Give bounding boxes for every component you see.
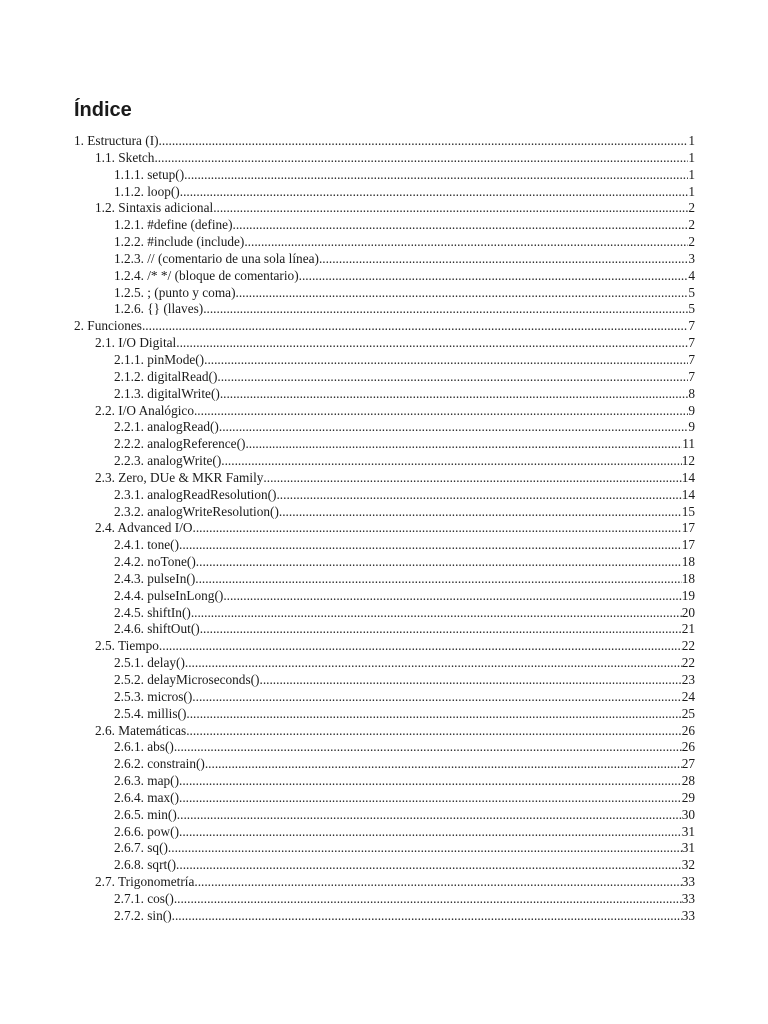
toc-entry-label: 1.1.1. setup() <box>114 166 185 182</box>
dot-leader <box>205 756 682 773</box>
dot-leader <box>179 790 682 807</box>
toc-entry-label: 2.4.3. pulseIn() <box>114 570 196 586</box>
toc-entry-label: 2.4.1. tone() <box>114 537 179 553</box>
toc-entry-level-3[interactable] <box>74 824 695 841</box>
toc-entry-level-2[interactable] <box>74 520 695 537</box>
toc-entry-page-number: 32 <box>681 857 695 873</box>
toc-entry-level-3[interactable] <box>74 773 695 790</box>
dot-leader <box>142 318 688 335</box>
toc-entry-level-3[interactable] <box>74 739 695 756</box>
dot-leader <box>233 217 689 234</box>
toc-entry-page-number: 3 <box>688 250 695 266</box>
toc-entry-level-3[interactable] <box>74 537 695 554</box>
toc-entry-level-3[interactable] <box>74 655 695 672</box>
toc-entry-label: 2.5.3. micros() <box>114 688 193 704</box>
toc-entry-label: 1.2.5. ; (punto y coma) <box>114 284 236 300</box>
toc-entry-level-3[interactable] <box>74 301 695 318</box>
toc-entry-page-number: 7 <box>688 351 695 367</box>
toc-entry-level-1[interactable] <box>74 318 695 335</box>
toc-entry-level-3[interactable] <box>74 268 695 285</box>
toc-entry-level-3[interactable] <box>74 605 695 622</box>
toc-entry-page-number: 5 <box>688 301 695 317</box>
dot-leader <box>174 739 682 756</box>
dot-leader <box>263 470 681 487</box>
dot-leader <box>194 403 688 420</box>
dot-leader <box>186 723 682 740</box>
toc-entry-level-1[interactable] <box>74 133 695 150</box>
toc-entry-label: 2.6.6. pow() <box>114 823 179 839</box>
toc-entry-level-2[interactable] <box>74 335 695 352</box>
toc-entry-level-3[interactable] <box>74 386 695 403</box>
dot-leader <box>319 251 688 268</box>
toc-entry-level-3[interactable] <box>74 554 695 571</box>
toc-entry-level-3[interactable] <box>74 167 695 184</box>
toc-entry-level-3[interactable] <box>74 706 695 723</box>
toc-entry-label: 2.6.4. max() <box>114 789 179 805</box>
toc-entry-level-3[interactable] <box>74 672 695 689</box>
toc-entry-page-number: 1 <box>688 183 695 199</box>
toc-entry-level-3[interactable] <box>74 857 695 874</box>
toc-entry-page-number: 2 <box>688 217 695 233</box>
toc-entry-label: 2.6.8. sqrt() <box>114 857 177 873</box>
toc-entry-page-number: 7 <box>688 368 695 384</box>
toc-entry-page-number: 23 <box>681 672 695 687</box>
toc-entry-page-number: 1 <box>688 149 695 165</box>
toc-entry-page-number: 25 <box>681 705 695 721</box>
dot-leader <box>179 773 682 790</box>
toc-entry-level-3[interactable] <box>74 487 695 504</box>
toc-entry-page-number: 1 <box>688 166 695 182</box>
toc-entry-level-2[interactable] <box>74 874 695 891</box>
toc-entry-level-3[interactable] <box>74 419 695 436</box>
toc-entry-label: 2.1.2. digitalRead() <box>114 368 218 384</box>
toc-entry-level-2[interactable] <box>74 723 695 740</box>
dot-leader <box>179 537 682 554</box>
dot-leader <box>260 672 682 689</box>
toc-entry-label: 1.1.2. loop() <box>114 183 180 199</box>
toc-entry-page-number: 7 <box>688 335 695 351</box>
dot-leader <box>185 655 682 672</box>
toc-entry-label: 1.2.6. {} (llaves) <box>114 301 204 317</box>
toc-entry-level-2[interactable] <box>74 200 695 217</box>
toc-entry-label: 2.5.2. delayMicroseconds() <box>114 672 260 687</box>
toc-entry-page-number: 33 <box>681 890 695 906</box>
toc-entry-level-3[interactable] <box>74 807 695 824</box>
toc-entry-label: 2.6. Matemáticas <box>95 722 187 738</box>
dot-leader <box>200 621 682 638</box>
toc-entry-level-3[interactable] <box>74 352 695 369</box>
toc-entry-page-number: 22 <box>681 655 695 671</box>
toc-entry-label: 2.2. I/O Analógico <box>95 402 194 418</box>
toc-entry-page-number: 30 <box>681 806 695 822</box>
toc-entry-label: 2.1.1. pinMode() <box>114 351 205 367</box>
toc-entry-label: 2.7.2. sin() <box>114 907 172 923</box>
dot-leader <box>168 840 682 857</box>
toc-entry-label: 2. Funciones <box>74 318 142 334</box>
dot-leader <box>203 301 688 318</box>
toc-entry-label: 2.7.1. cos() <box>114 890 174 906</box>
toc-entry-label: 2.1. I/O Digital <box>95 335 177 351</box>
toc-entry-label: 2.6.5. min() <box>114 806 177 822</box>
toc-entry-page-number: 33 <box>681 907 695 923</box>
toc-entry-label: 2.4. Advanced I/O <box>95 520 193 536</box>
toc-entry-page-number: 9 <box>688 419 695 435</box>
toc-entry-label: 2.4.4. pulseInLong() <box>114 587 224 603</box>
toc-entry-page-number: 1 <box>688 133 695 148</box>
toc-entry-level-2[interactable] <box>74 470 695 487</box>
toc-entry-level-3[interactable] <box>74 588 695 605</box>
toc-entry-level-3[interactable] <box>74 908 695 925</box>
dot-leader <box>174 891 682 908</box>
dot-leader <box>154 150 688 167</box>
toc-entry-page-number: 33 <box>681 874 695 890</box>
toc-entry-page-number: 24 <box>681 688 695 704</box>
dot-leader <box>192 689 681 706</box>
dot-leader <box>276 487 681 504</box>
dot-leader <box>180 184 689 201</box>
toc-entry-label: 2.6.7. sq() <box>114 840 168 856</box>
toc-entry-label: 2.5.1. delay() <box>114 655 185 671</box>
dot-leader <box>245 436 682 453</box>
toc-entry-page-number: 8 <box>688 385 695 401</box>
toc-entry-level-3[interactable] <box>74 504 695 521</box>
document-page <box>74 96 695 925</box>
dot-leader <box>279 504 682 521</box>
toc-entry-page-number: 2 <box>688 234 695 250</box>
toc-entry-label: 2.2.3. analogWrite() <box>114 453 222 469</box>
toc-entry-page-number: 2 <box>688 200 695 216</box>
dot-leader <box>194 874 681 891</box>
toc-entry-label: 2.4.5. shiftIn() <box>114 604 191 620</box>
toc-entry-label: 1. Estructura (I) <box>74 133 159 148</box>
dot-leader <box>193 520 682 537</box>
dot-leader <box>196 554 682 571</box>
dot-leader <box>236 285 689 302</box>
toc-entry-label: 2.3. Zero, DUe & MKR Family <box>95 469 264 485</box>
dot-leader <box>184 167 688 184</box>
toc-entry-page-number: 19 <box>681 587 695 603</box>
toc-entry-level-3[interactable] <box>74 689 695 706</box>
dot-leader <box>176 335 688 352</box>
toc-entry-page-number: 9 <box>688 402 695 418</box>
dot-leader <box>217 369 688 386</box>
toc-entry-label: 2.2.1. analogRead() <box>114 419 219 435</box>
toc-entry-level-3[interactable] <box>74 217 695 234</box>
toc-entry-page-number: 15 <box>681 503 695 519</box>
toc-entry-page-number: 14 <box>681 486 695 502</box>
toc-entry-page-number: 31 <box>681 840 695 856</box>
toc-entry-page-number: 28 <box>681 773 695 789</box>
dot-leader <box>177 807 682 824</box>
toc-entry-page-number: 31 <box>681 823 695 839</box>
dot-leader <box>159 133 689 150</box>
toc-entry-page-number: 14 <box>681 469 695 485</box>
toc-entry-page-number: 17 <box>681 520 695 536</box>
toc-entry-page-number: 20 <box>681 604 695 620</box>
toc-entry-level-3[interactable] <box>74 840 695 857</box>
toc-entry-level-3[interactable] <box>74 571 695 588</box>
toc-entry-label: 2.4.6. shiftOut() <box>114 621 200 637</box>
dot-leader <box>172 908 682 925</box>
toc-entry-level-3[interactable] <box>74 234 695 251</box>
toc-entry-page-number: 4 <box>688 267 695 283</box>
toc-entry-page-number: 12 <box>681 453 695 469</box>
toc-entry-level-2[interactable] <box>74 638 695 655</box>
toc-entry-page-number: 26 <box>681 739 695 755</box>
toc-entry-label: 2.6.3. map() <box>114 773 179 789</box>
toc-entry-label: 2.6.2. constrain() <box>114 756 205 772</box>
toc-entry-page-number: 5 <box>688 284 695 300</box>
toc-entry-label: 2.5.4. millis() <box>114 705 187 721</box>
toc-entry-page-number: 22 <box>681 638 695 654</box>
toc-entry-label: 2.1.3. digitalWrite() <box>114 385 220 401</box>
dot-leader <box>191 605 682 622</box>
toc-entry-page-number: 29 <box>681 789 695 805</box>
toc-entry-page-number: 27 <box>681 756 695 772</box>
toc-entry-page-number: 21 <box>681 621 695 637</box>
toc-entry-level-3[interactable] <box>74 436 695 453</box>
toc-entry-level-3[interactable] <box>74 251 695 268</box>
toc-entry-page-number: 11 <box>682 436 695 452</box>
toc-title: Índice <box>74 99 132 121</box>
dot-leader <box>244 234 688 251</box>
dot-leader <box>299 268 689 285</box>
dot-leader <box>179 824 682 841</box>
toc-list <box>74 133 695 925</box>
toc-entry-label: 1.2. Sintaxis adicional <box>95 200 214 216</box>
dot-leader <box>186 706 681 723</box>
toc-entry-label: 2.5. Tiempo <box>95 638 159 654</box>
toc-entry-level-3[interactable] <box>74 369 695 386</box>
dot-leader <box>220 386 689 403</box>
toc-entry-page-number: 7 <box>688 318 695 334</box>
toc-entry-level-3[interactable] <box>74 790 695 807</box>
toc-entry-level-3[interactable] <box>74 184 695 201</box>
toc-entry-page-number: 18 <box>681 554 695 570</box>
toc-entry-label: 1.2.2. #include (include) <box>114 234 245 250</box>
toc-entry-label: 2.3.1. analogReadResolution() <box>114 486 277 502</box>
toc-entry-label: 1.2.1. #define (define) <box>114 217 233 233</box>
toc-entry-label: 2.6.1. abs() <box>114 739 174 755</box>
dot-leader <box>221 453 681 470</box>
toc-entry-label: 2.7. Trigonometría <box>95 874 195 890</box>
toc-entry-label: 1.2.3. // (comentario de una sola línea) <box>114 250 319 266</box>
toc-entry-level-3[interactable] <box>74 891 695 908</box>
toc-entry-level-2[interactable] <box>74 403 695 420</box>
dot-leader <box>223 588 681 605</box>
toc-entry-level-3[interactable] <box>74 453 695 470</box>
toc-entry-label: 2.3.2. analogWriteResolution() <box>114 503 279 519</box>
toc-entry-label: 2.2.2. analogReference() <box>114 436 246 452</box>
toc-entry-level-3[interactable] <box>74 285 695 302</box>
dot-leader <box>159 638 682 655</box>
toc-entry-page-number: 26 <box>681 722 695 738</box>
toc-entry-label: 1.1. Sketch <box>95 149 155 165</box>
toc-entry-level-3[interactable] <box>74 756 695 773</box>
dot-leader <box>213 200 688 217</box>
dot-leader <box>219 419 688 436</box>
toc-entry-level-2[interactable] <box>74 150 695 167</box>
dot-leader <box>204 352 688 369</box>
toc-entry-page-number: 18 <box>681 570 695 586</box>
toc-entry-page-number: 17 <box>681 537 695 553</box>
dot-leader <box>195 571 681 588</box>
toc-entry-label: 2.4.2. noTone() <box>114 554 196 570</box>
dot-leader <box>176 857 682 874</box>
toc-entry-level-3[interactable] <box>74 621 695 638</box>
toc-entry-label: 1.2.4. /* */ (bloque de comentario) <box>114 267 299 283</box>
